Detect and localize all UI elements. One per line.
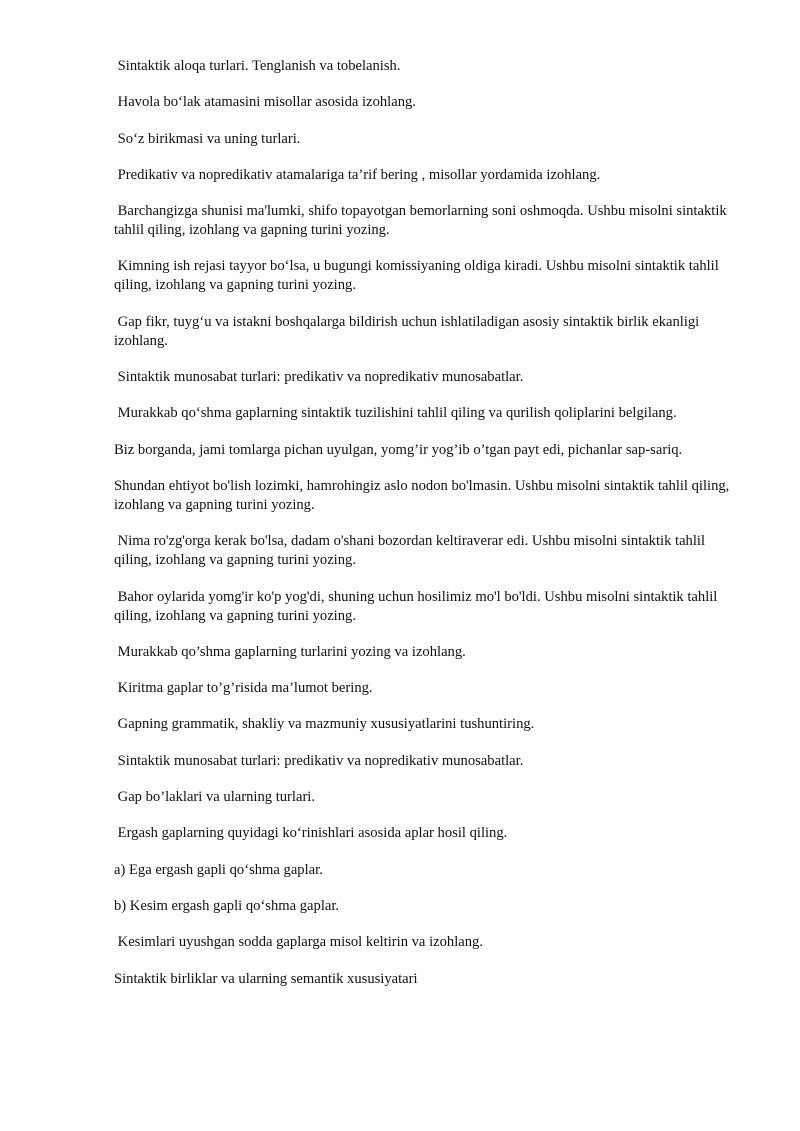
paragraph: Predikativ va nopredikativ atamalariga ta’rif bering , misollar yordamida izohlang. bbox=[114, 166, 601, 183]
paragraph: Murakkab qo’shma gaplarning turlarini yozing va izohlang. bbox=[114, 643, 466, 660]
paragraph: Nima ro'zg'orga kerak bo'lsa, dadam o'shani bozordan keltiraverar edi. Ushbu misolni sintaktik tahlil qiling, izohlang va gapning turini yozing. bbox=[114, 533, 709, 569]
paragraph: Gap fikr, tuyg‘u va istakni boshqalarga bildirish uchun ishlatiladigan asosiy sintaktik birlik ekanligi izohlang. bbox=[114, 313, 703, 349]
paragraph: Gap bo’laklari va ularning turlari. bbox=[114, 789, 316, 806]
document-body bbox=[114, 57, 744, 1006]
paragraph: So‘z birikmasi va uning turlari. bbox=[114, 130, 301, 147]
paragraph: Sintaktik munosabat turlari: predikativ va nopredikativ munosabatlar. bbox=[114, 369, 524, 386]
paragraph: Barchangizga shunisi ma'lumki, shifo topayotgan bemorlarning soni oshmoqda. Ushbu misolni sintaktik tahlil qiling, izohlang va gapning turini yozing. bbox=[114, 203, 731, 239]
paragraph: Sintaktik birliklar va ularning semantik xususiyatari bbox=[114, 970, 418, 987]
paragraph: Kimning ish rejasi tayyor bo‘lsa, u bugungi komissiyaning oldiga kiradi. Ushbu misolni sintaktik tahlil qiling, izohlang va gapning turini yozing. bbox=[114, 258, 723, 294]
paragraph: Shundan ehtiyot bo'lish lozimki, hamrohingiz aslo nodon bo'lmasin. Ushbu misolni sintaktik tahlil qiling, izohlang va gapning turini yozing. bbox=[114, 477, 733, 513]
paragraph: Kesimlari uyushgan sodda gaplarga misol keltirin va izohlang. bbox=[114, 934, 483, 951]
list-item-a: a) Ega ergash gapli qo‘shma gaplar. bbox=[114, 861, 323, 878]
paragraph: Sintaktik munosabat turlari: predikativ va nopredikativ munosabatlar. bbox=[114, 752, 524, 769]
paragraph: Sintaktik aloqa turlari. Tenglanish va tobelanish. bbox=[114, 58, 401, 74]
paragraph: Gapning grammatik, shakliy va mazmuniy xususiyatlarini tushuntiring. bbox=[114, 716, 535, 733]
list-item-b: b) Kesim ergash gapli qo‘shma gaplar. bbox=[114, 897, 340, 914]
paragraph: Biz borganda, jami tomlarga pichan uyulgan, yomg’ir yog’ib o’tgan payt edi, pichanlar sap-sariq. bbox=[114, 441, 683, 458]
paragraph: Kiritma gaplar to’g’risida ma’lumot bering. bbox=[114, 680, 373, 697]
paragraph: Havola bo‘lak atamasini misollar asosida izohlang. bbox=[114, 94, 416, 111]
paragraph: Ergash gaplarning quyidagi ko‘rinishlari asosida aplar hosil qiling. bbox=[114, 825, 508, 842]
paragraph: Bahor oylarida yomg'ir ko'p yog'di, shuning uchun hosilimiz mo'l bo'ldi. Ushbu misolni sintaktik tahlil qiling, izohlang va gapning turini yozing. bbox=[114, 588, 722, 624]
paragraph: Murakkab qo‘shma gaplarning sintaktik tuzilishini tahlil qiling va qurilish qoliplarini belgilang. bbox=[114, 405, 677, 422]
